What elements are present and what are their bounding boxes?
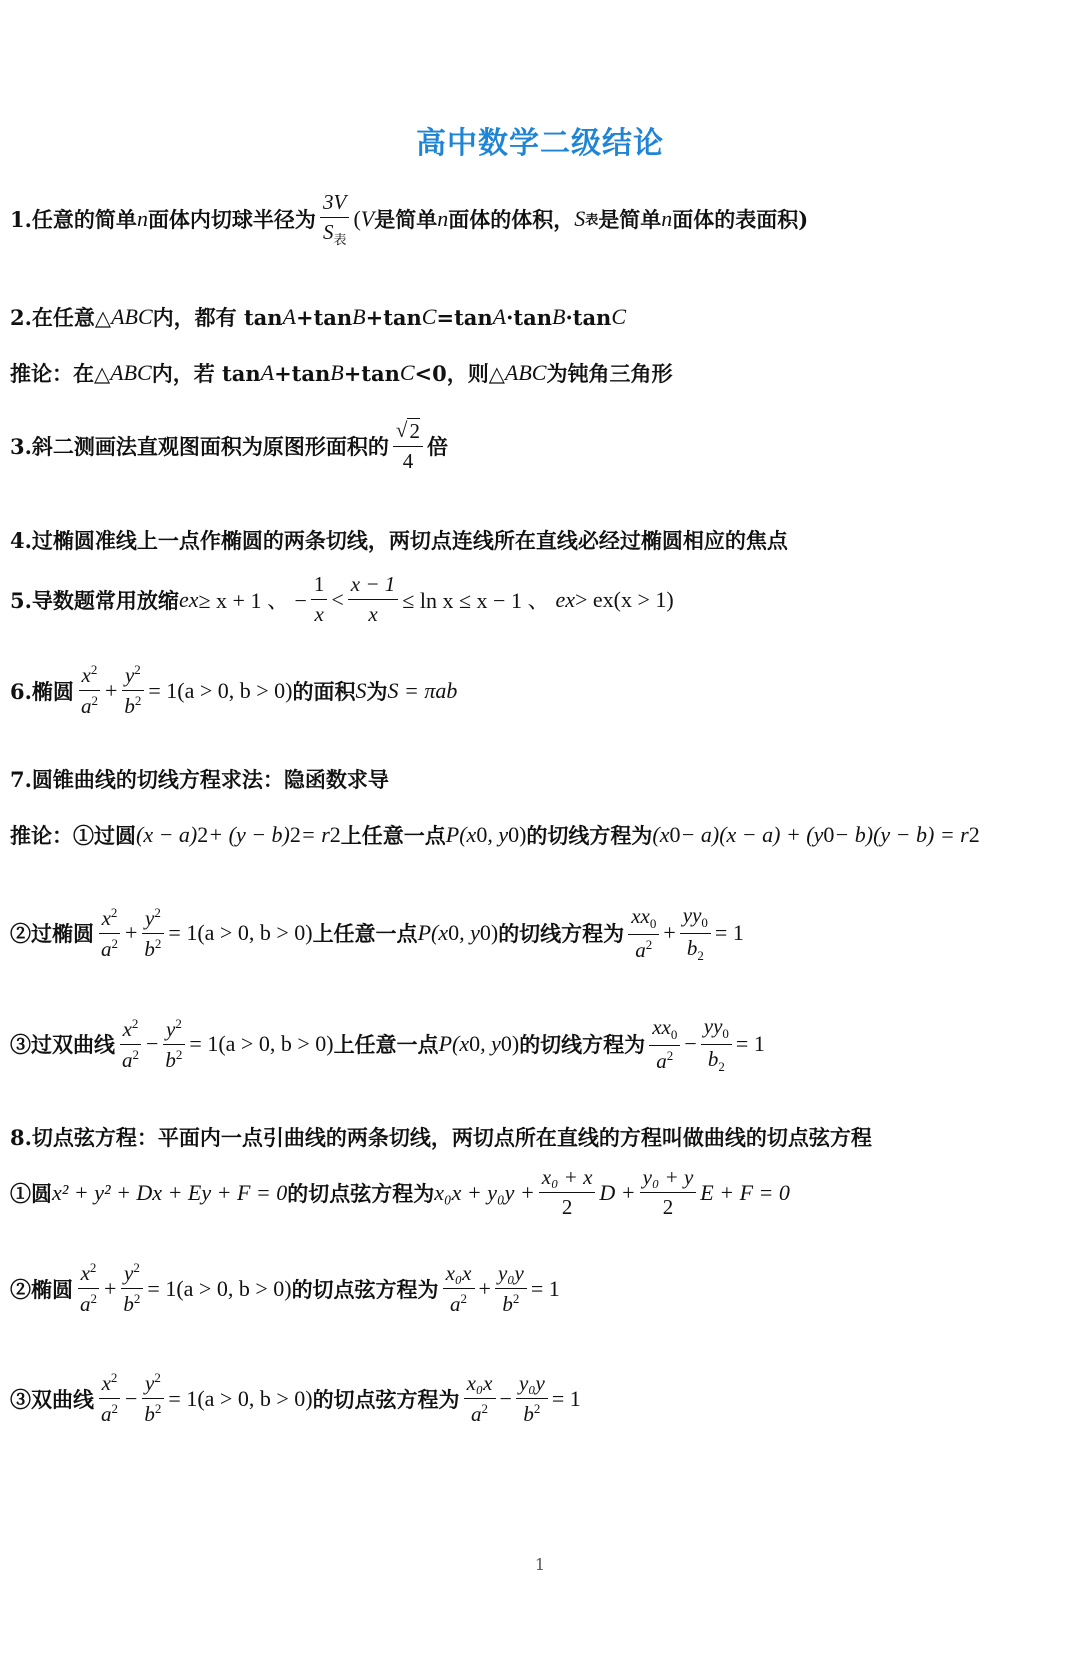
- text: 面体内切球半径为: [147, 206, 316, 232]
- item-8-hyperbola: ③双曲线 $\frac{x^2}{a^2}$ − $\frac{y^2}{b^2}$ = 1(a > 0, b > 0) 的切点弦方程为 $\frac{\text{x₀x}}{a^2}$ − $\frac{\text{y₀y}}{b^2}$ = 1: [10, 1370, 581, 1427]
- item-5: 5.导数题常用放缩 e x ≥ x + 1 、 − $\frac{1}{x}$ < $\frac{x - 1}{x}$ ≤ ln x ≤ x − 1 、 e x > ex(x > 1): [10, 572, 674, 627]
- page-title: 高中数学二级结论: [416, 126, 664, 161]
- item-2-corollary: 推论：在△ ABC 内，若 tan A +tan B +tan C <0，则△ ABC 为钝角三角形: [10, 360, 673, 386]
- item-7-corollary-3: ③过双曲线 $\frac{x^2}{a^2}$ − $\frac{y^2}{b^2}$ = 1(a > 0, b > 0) 上任意一点 P(x 0 , y 0 ) 的切线方程为 $\frac{xx_0}{a^2}$ − $\frac{yy_0}{b_2}$ = 1: [10, 1014, 765, 1074]
- fraction: $\frac{3V}{S_表}$: [320, 190, 350, 248]
- item-1: 1.任意的简单 n 面体内切球半径为 $\frac{3V}{S_表}$ ( V 是简单 n 面体的体积， S 表 是简单 n 面体的表面积): [10, 190, 809, 248]
- item-8: 8.切点弦方程：平面内一点引曲线的两条切线，两切点所在直线的方程叫做曲线的切点弦方程: [10, 1125, 872, 1150]
- item-8-ellipse: ②椭圆 $\frac{x^2}{a^2}$ + $\frac{y^2}{b^2}$ = 1(a > 0, b > 0) 的切点弦方程为 $\frac{\text{x₀x}}{a^2}$ + $\frac{\text{y₀y}}{b^2}$ = 1: [10, 1260, 560, 1317]
- page-number: 1: [534, 1555, 546, 1574]
- math-n: n: [136, 205, 148, 231]
- item-7-corollary-2: ②过椭圆 $\frac{x^2}{a^2}$ + $\frac{y^2}{b^2}$ = 1(a > 0, b > 0) 上任意一点 P(x 0 , y 0 ) 的切线方程为 $\frac{xx_0}{a^2}$ + $\frac{yy_0}{b_2}$ = 1: [10, 903, 744, 963]
- item-7-corollary-1: 推论：①过圆 (x − a) 2 + (y − b) 2 = r 2 上任意一点 P(x 0 , y 0 ) 的切线方程为 (x 0 − a)(x − a) + (y 0 − b)(y − b) = r 2: [10, 822, 980, 848]
- item-4: 4.过椭圆准线上一点作椭圆的两条切线，两切点连线所在直线必经过椭圆相应的焦点: [10, 528, 788, 553]
- item-6: 6.椭圆 $\frac{x^2}{a^2}$ + $\frac{y^2}{b^2}$ = 1(a > 0, b > 0) 的面积 S 为 S = πab: [10, 662, 458, 719]
- item-3: 3.斜二测画法直观图面积为原图形面积的 √ 2 4 倍: [10, 418, 448, 474]
- text: 1.任意的简单: [10, 206, 137, 232]
- fraction: √ 2 4: [393, 418, 423, 474]
- item-8-circle: ①圆 x² + y² + Dx + Ey + F = 0 的切点弦方程为 x₀x + y₀y + $\frac{\text{x₀ + x}}{2}$ D + $\frac{\text{y₀ + y}}{2}$ E + F = 0: [10, 1165, 790, 1220]
- item-2: 2.在任意△ ABC 内，都有 tan A +tan B +tan C =tan A ·tan B ·tan C: [10, 304, 627, 330]
- item-7: 7.圆锥曲线的切线方程求法：隐函数求导: [10, 767, 389, 792]
